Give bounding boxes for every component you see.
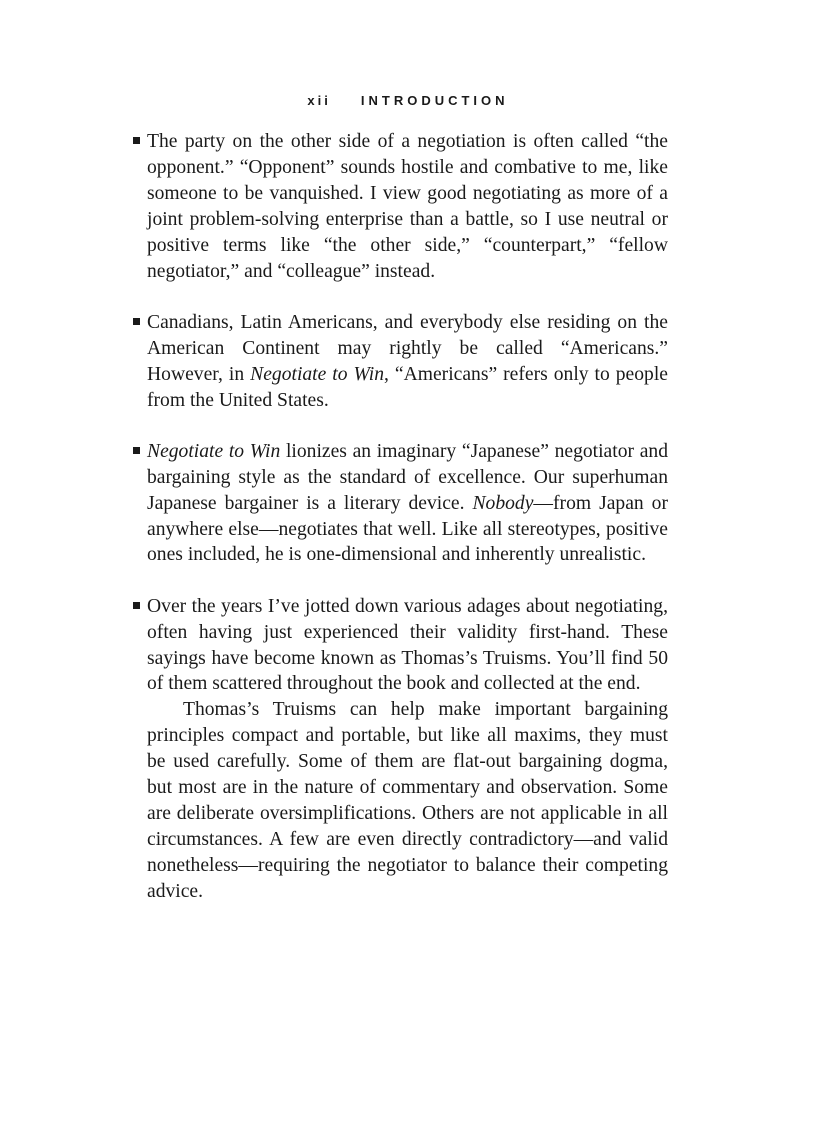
bullet-item [147, 129, 668, 284]
book-title: Negotiate to Win [147, 440, 281, 462]
bullet-paragraph [147, 594, 668, 698]
continuation-paragraph [147, 697, 668, 904]
book-title: Negotiate to Win [250, 363, 385, 385]
text-run: lionizes an imaginary “Japanese” negotiator and bargaining style as the standard of excellence. Our superhuman Japanese bargainer is a literary device. [147, 440, 668, 514]
text-run: Over the years I’ve jotted down various adages about negotiating, often having just experienced their validity first-hand. These sayings have become known as Thomas’s Truisms. You’ll find 50 of them scattered throughout the book and collected at the end. [147, 595, 668, 695]
emphasis: Nobody [472, 492, 534, 514]
bullet-paragraph [147, 129, 668, 284]
bullet-paragraph [147, 439, 668, 569]
bullet-paragraph [147, 310, 668, 414]
square-bullet-icon [133, 137, 140, 144]
section-title: INTRODUCTION [360, 93, 509, 108]
text-run: —from Japan or anywhere else—negotiates that well. Like all stereotypes, positive ones included, he is one-dimensional and inherently unrealistic. [147, 492, 668, 566]
text-run: , “Americans” refers only to people from the United States. [147, 363, 668, 411]
square-bullet-icon [133, 447, 140, 454]
square-bullet-icon [133, 602, 140, 609]
bullet-item [147, 439, 668, 569]
square-bullet-icon [133, 318, 140, 325]
text-run: Canadians, Latin Americans, and everybody else residing on the American Continent may rightly be called “Americans.” However, in [147, 311, 668, 385]
page-number: xii [307, 93, 331, 108]
text-run: The party on the other side of a negotiation is often called “the opponent.” “Opponent” sounds hostile and combative to me, like someone to be vanquished. I view good negotiating as more of a joint problem-solving enterprise than a battle, so I use neutral or positive terms like “the other side,” “counterpart,” “fellow negotiator,” and “colleague” instead. [147, 131, 668, 282]
bullet-item [147, 594, 668, 905]
bullet-item [147, 310, 668, 414]
running-head [0, 93, 816, 108]
text-run: Thomas’s Truisms can help make important bargaining principles compact and portable, but like all maxims, they must be used carefully. Some of them are flat-out bargaining dogma, but most are in the nature of commentary and observation. Some are deliberate oversimplifications. Others are not applicable in all circumstances. A few are even directly contradictory—and valid nonetheless—requiring the negotiator to balance their competing advice. [147, 699, 668, 902]
page-body [147, 129, 668, 930]
